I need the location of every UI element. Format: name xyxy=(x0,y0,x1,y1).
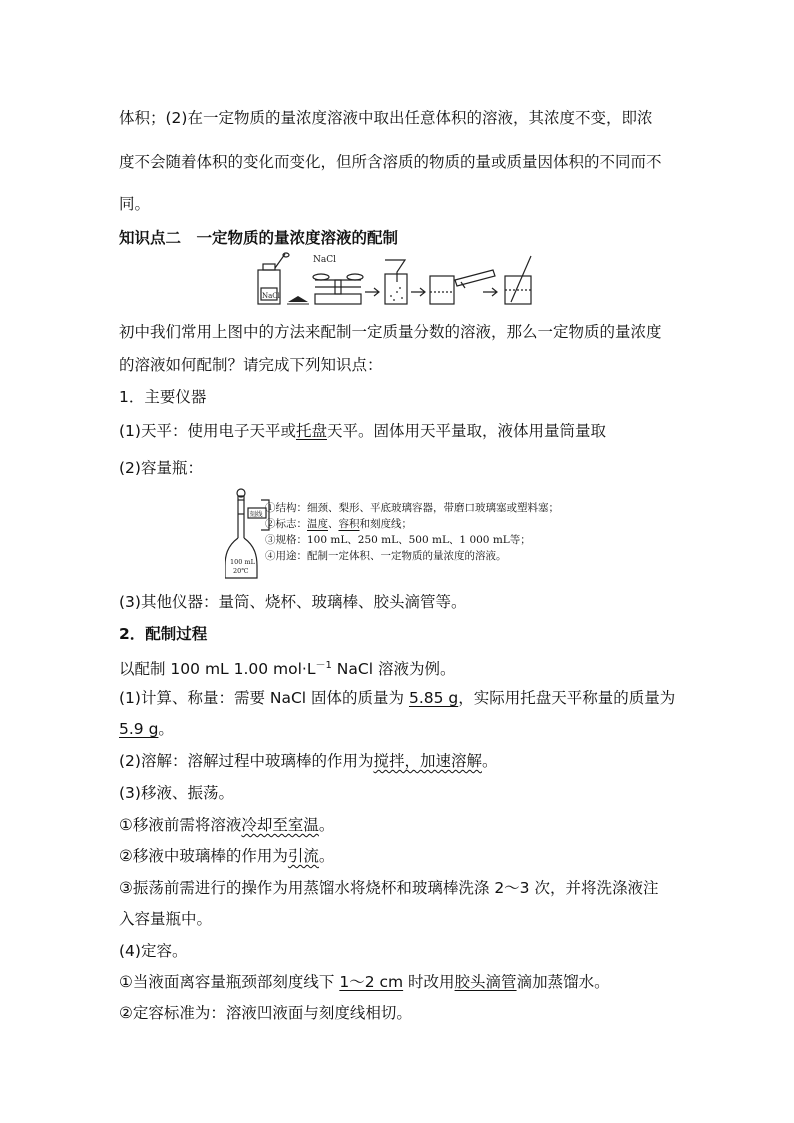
other-instruments: (3)其他仪器：量筒、烧杯、玻璃棒、胶头滴管等。 xyxy=(119,593,467,611)
flask-spec-usage: ④用途：配制一定体积、一定物质的量浓度的溶液。 xyxy=(265,550,507,562)
flask-volume-label: 100 mL xyxy=(230,558,255,566)
calc-line-1: (1)计算、称量：需要 NaCl 固体的质量为 5.85 g，实际用托盘天平称量的质量为 xyxy=(119,689,676,707)
funnel-beaker-icon xyxy=(385,260,407,304)
balance-icon xyxy=(313,255,363,304)
flask-heading: (2)容量瓶： xyxy=(119,459,203,477)
flask-specs xyxy=(265,500,559,564)
heading-process: 2．配制过程 xyxy=(119,625,208,643)
arrow-icon xyxy=(411,288,425,296)
beaker-icon xyxy=(430,276,454,304)
volume-title: (4)定容。 xyxy=(119,942,188,960)
paragraph-line: 初中我们常用上图中的方法来配制一定质量分数的溶液，那么一定物质的量浓度 xyxy=(119,323,662,341)
solution-preparation-figure xyxy=(255,252,540,312)
volume-step-1: ①当液面离容量瓶颈部刻度线下 1～2 cm 时改用胶头滴管滴加蒸馏水。 xyxy=(119,973,610,991)
flask-neck-label: 刻线 xyxy=(249,510,263,518)
transfer-step-3: ③振荡前需进行的操作为用蒸馏水将烧杯和玻璃棒洗涤 2～3 次，并将洗涤液注 xyxy=(119,879,659,897)
flask-spec-markings: ②标志：温度、容积和刻度线； xyxy=(265,518,412,530)
flask-spec-sizes: ③规格：100 mL、250 mL、500 mL、1 000 mL等； xyxy=(265,534,531,546)
transfer-title: (3)移液、振荡。 xyxy=(119,784,234,802)
volume-step-2: ②定容标准为：溶液凹液面与刻度线相切。 xyxy=(119,1004,412,1022)
section-title: 知识点二 一定物质的量浓度溶液的配制 xyxy=(119,229,399,247)
paragraph-line: 度不会随着体积的变化而变化，但所含溶质的物质的量或质量因体积的不同而不 xyxy=(119,153,662,171)
balance-line: (1)天平：使用电子天平或托盘天平。固体用天平量取，液体用量筒量取 xyxy=(119,422,606,440)
answer-underline: 托盘 xyxy=(295,422,327,440)
figure-nacl-label: NaCl xyxy=(313,255,337,265)
arrow-icon xyxy=(483,288,497,296)
example-line: 以配制 100 mL 1.00 $mol\cdot L^{-1}$ NaCl 溶液为例。 xyxy=(119,660,456,679)
stirring-beaker-icon xyxy=(505,256,531,304)
paragraph-line: 的溶液如何配制？请完成下列知识点： xyxy=(119,356,383,374)
flask-spec-structure: ①结构：细颈、梨形、平底玻璃容器，带磨口玻璃塞或塑料塞； xyxy=(265,502,559,514)
sample-pile-icon xyxy=(288,296,308,302)
calc-line-2: 5.9 g。 xyxy=(119,720,174,738)
transfer-step-1: ①移液前需将溶液冷却至室温。 xyxy=(119,816,335,834)
arrow-icon xyxy=(365,288,379,296)
flask-temp-label: 20℃ xyxy=(233,567,249,575)
svg-text:NaCl: NaCl xyxy=(262,292,280,300)
paragraph-line: 体积；(2)在一定物质的量浓度溶液中取出任意体积的溶液，其浓度不变，即浓 xyxy=(119,109,653,127)
transfer-step-3-cont: 入容量瓶中。 xyxy=(119,910,213,928)
pouring-cylinder-icon xyxy=(455,270,495,288)
transfer-step-2: ②移液中玻璃棒的作用为引流。 xyxy=(119,847,335,865)
dissolve-line: (2)溶解：溶解过程中玻璃棒的作用为搅拌，加速溶解。 xyxy=(119,752,498,770)
heading-instruments: 1．主要仪器 xyxy=(119,388,207,406)
paragraph-line: 同。 xyxy=(119,195,151,213)
